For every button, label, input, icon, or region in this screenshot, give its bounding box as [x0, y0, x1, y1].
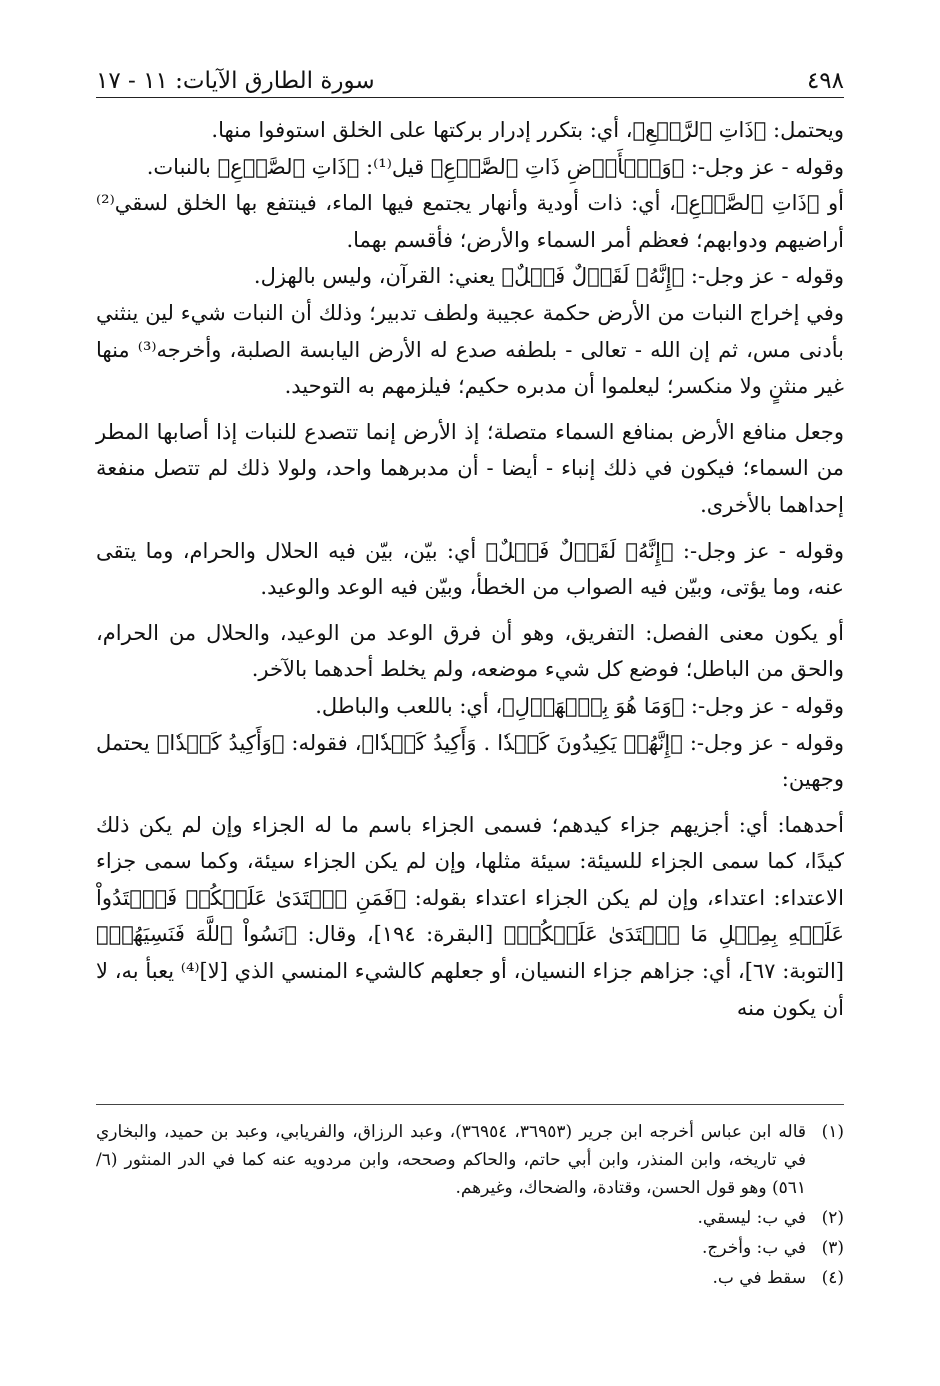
paragraph: وقوله - عز وجل-: ﴿إِنَّهُمۡ يَكِيدُونَ كَيۡدٗا . وَأَكِيدُ كَيۡدٗا﴾، فقوله: ﴿وَأَكِيدُ كَيۡدٗا﴾ يحتمل وجهين: — [96, 730, 844, 792]
footnote-text: سقط في ب. — [712, 1268, 806, 1288]
header-rule — [96, 97, 844, 98]
paragraph: وفي إخراج النبات من الأرض حكمة عجيبة ولطف تدبير؛ وذلك أن النبات شيء لين ينثني بأدنى مس، ثم إن الله - تعالى - بلطفه صدع له الأرض اليابسة الصلبة، وأخرجه⁽³⁾ منها غير منثنٍ ولا منكسر؛ ليعلموا أن مدبره حكيم؛ فيلزمهم به التوحيد. — [96, 300, 844, 399]
running-title: سورة الطارق الآيات: ١١ - ١٧ — [96, 68, 375, 94]
footnote — [96, 1118, 844, 1202]
paragraph: أو يكون معنى الفصل: التفريق، وهو أن فرق الوعد من الوعيد، والحلال من الحرام، والحق من الباطل؛ فوضع كل شيء موضعه، ولم يخلط أحدهما بالآخر. — [96, 620, 844, 682]
footnote-text: في ب: ليسقي. — [697, 1208, 806, 1228]
paragraph: وقوله - عز وجل-: ﴿إِنَّهُۥ لَقَوۡلٌ فَصۡلٌ﴾ يعني: القرآن، وليس بالهزل. — [253, 264, 844, 289]
footnote — [96, 1204, 844, 1232]
footnote-number: (٣) — [821, 1238, 844, 1258]
footnote-rule — [96, 1104, 844, 1105]
footnote-text: قاله ابن عباس أخرجه ابن جرير (٣٦٩٥٣، ٣٦٩٥٤)، وعبد الرزاق، والفريابي، وعبد بن حميد، والبخاري في تاريخه، وابن المنذر، وابن أبي حاتم، والحاكم وصححه، وابن مردويه عنه كما في الدر المنثور (٦/ ٥٦١) وهو قول الحسن، وقتادة، والضحاك، وغيرهم. — [96, 1122, 806, 1198]
paragraph: وقوله - عز وجل-: ﴿وَٱلۡأَرۡضِ ذَاتِ ٱلصَّدۡعِ﴾ قيل⁽¹⁾: ﴿ذَاتِ ٱلصَّدۡعِ﴾ بالنبات. — [146, 154, 844, 179]
page-number: ٤٩٨ — [806, 68, 844, 94]
paragraph: وقوله - عز وجل-: ﴿إِنَّهُۥ لَقَوۡلٌ فَصۡلٌ﴾ أي: بيّن، بيّن فيه الحلال والحرام، وما يتقى عنه، وما يؤتى، وبيّن فيه الصواب من الخطأ، وبيّن فيه الوعد والوعيد. — [96, 538, 844, 600]
paragraph: وجعل منافع الأرض بمنافع السماء متصلة؛ إذ الأرض إنما تتصدع للنبات إذا أصابها المطر من السماء؛ فيكون في ذلك إنباء - أيضا - أن مدبرهما واحد، ولولا ذلك لم تتصل منفعة إحداهما بالأخرى. — [96, 419, 844, 517]
paragraph: أو ﴿ذَاتِ ٱلصَّدۡعِ﴾، أي: ذات أودية وأنهار يجتمع فيها الماء، فينتفع بها الخلق لسقي⁽²⁾ أراضيهم ودوابهم؛ فعظم أمر السماء والأرض؛ فأقسم بهما. — [96, 191, 844, 252]
main-text — [96, 112, 844, 1026]
footnotes — [96, 1118, 844, 1292]
footnote-text: في ب: وأخرج. — [701, 1238, 806, 1258]
paragraph: ويحتمل: ﴿ذَاتِ ٱلرَّجۡعِ﴾، أي: بتكرر إدرار بركتها على الخلق استوفوا منها. — [211, 118, 844, 142]
footnote — [96, 1234, 844, 1262]
paragraph: وقوله - عز وجل-: ﴿وَمَا هُوَ بِٱلۡهَزۡلِ﴾، أي: باللعب والباطل. — [315, 693, 844, 718]
page-header — [96, 58, 844, 96]
footnote-number: (٤) — [821, 1268, 844, 1288]
paragraph: أحدهما: أي: أجزيهم جزاء كيدهم؛ فسمى الجزاء باسم ما له الجزاء وإن لم يكن ذلك كيدًا، كما سمى الجزاء للسيئة: سيئة مثلها، وإن لم يكن الجزاء سيئة، وكما سمى جزاء الاعتداء: اعتداء، وإن لم يكن الجزاء اعتداء بقوله: ﴿فَمَنِ ٱعۡتَدَىٰ عَلَيۡكُمۡ فَٱعۡتَدُواْ عَلَيۡهِ بِمِثۡلِ مَا ٱعۡتَدَىٰ عَلَيۡكُمۡ﴾ [البقرة: ١٩٤]، وقال: ﴿نَسُواْ ٱللَّهَ فَنَسِيَهُمۡ﴾ [التوبة: ٦٧]، أي: جزاهم جزاء النسيان، أو جعلهم كالشيء المنسي الذي [لا]⁽⁴⁾ يعبأ به، لا أن يكون منه — [96, 812, 844, 1020]
footnote-number: (٢) — [821, 1208, 844, 1228]
footnote — [96, 1264, 844, 1292]
footnote-number: (١) — [821, 1122, 844, 1142]
